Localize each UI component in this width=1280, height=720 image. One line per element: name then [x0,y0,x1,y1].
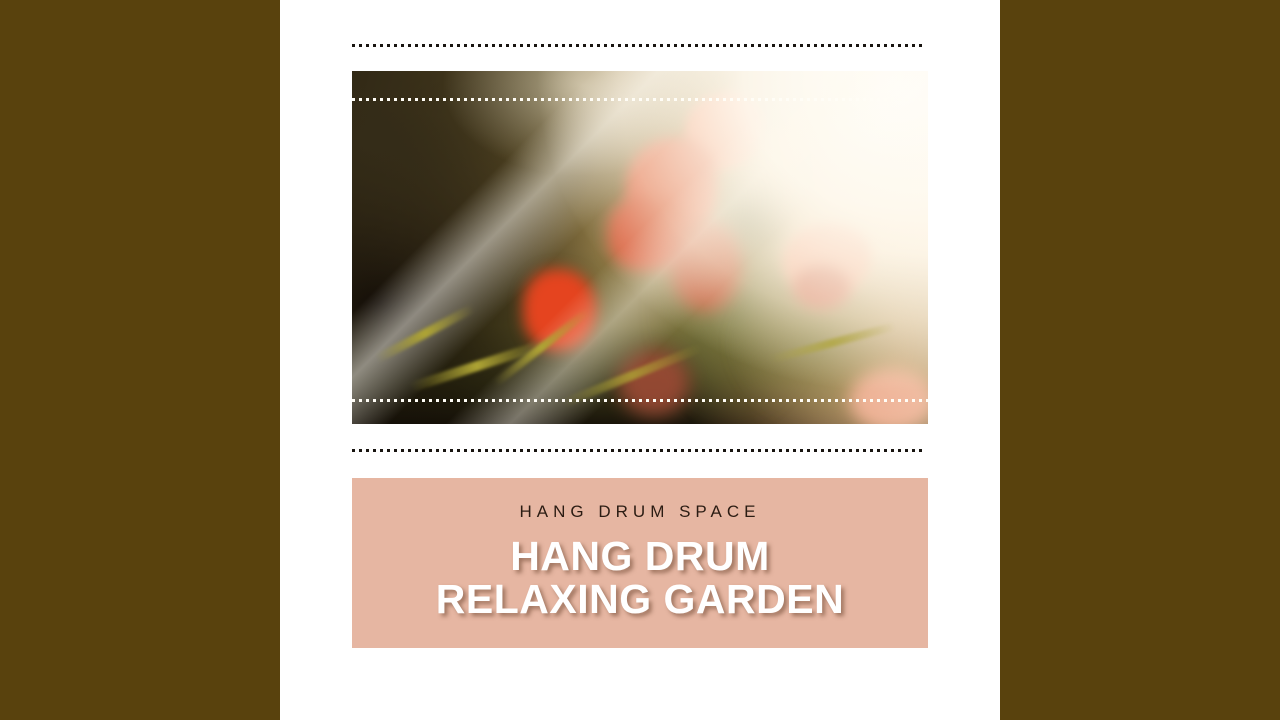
top-dotted-divider [352,44,926,47]
title-panel [352,478,928,648]
artist-name: HANG DRUM SPACE [519,502,761,521]
bottom-dotted-divider [352,449,926,452]
album-title [352,535,928,621]
photo-bottom-dotted-line [352,399,928,402]
album-title-line-2: RELAXING GARDEN [435,576,845,622]
photo-top-dotted-line [352,98,928,101]
right-brown-band [1000,0,1280,720]
album-title-line-1: HANG DRUM [510,533,770,579]
left-brown-band [0,0,280,720]
garden-photo [352,71,928,424]
